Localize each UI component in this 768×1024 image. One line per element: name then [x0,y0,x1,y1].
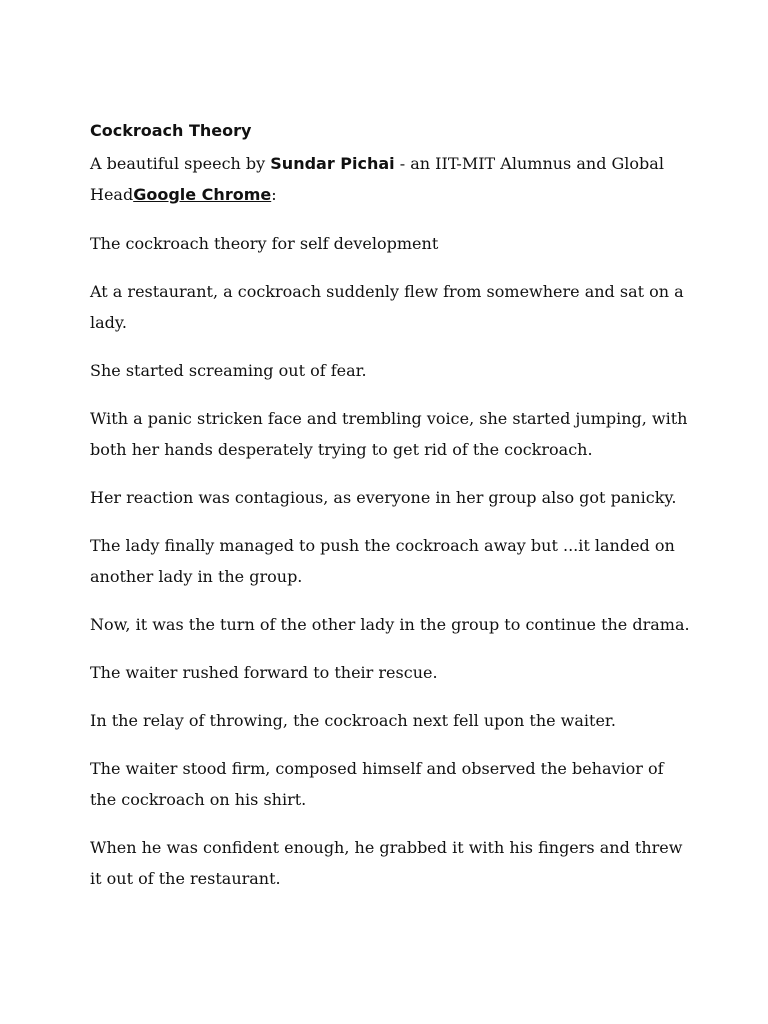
intro-middle: - an IIT-MIT Alumnus and Global Head [90,154,664,204]
speaker-name: Sundar Pichai [270,154,395,173]
intro-suffix: : [271,185,277,204]
paragraph-4: With a panic stricken face and trembling voice, she started jumping, with both her hands desperately trying to get rid of the cockroach. [90,409,688,459]
intro-prefix: A beautiful speech by [90,154,271,173]
paragraph-6: The lady finally managed to push the cockroach away but ...it landed on another lady in the group. [90,536,675,586]
paragraph-8: The waiter rushed forward to their rescue. [90,663,438,682]
document-title: Cockroach Theory [90,121,252,140]
paragraph-1: The cockroach theory for self development [90,234,439,253]
paragraph-5: Her reaction was contagious, as everyone in her group also got panicky. [90,488,677,507]
intro-paragraph [90,148,690,210]
paragraph-2: At a restaurant, a cockroach suddenly flew from somewhere and sat on a lady. [90,282,684,332]
document-body [90,118,690,894]
paragraph-3: She started screaming out of fear. [90,361,367,380]
story-paragraphs [90,228,690,894]
paragraph-11: When he was confident enough, he grabbed it with his fingers and threw it out of the restaurant. [90,838,683,888]
google-chrome-link[interactable]: Google Chrome [133,185,272,204]
paragraph-10: The waiter stood firm, composed himself and observed the behavior of the cockroach on his shirt. [90,759,664,809]
paragraph-7: Now, it was the turn of the other lady in the group to continue the drama. [90,615,690,634]
paragraph-9: In the relay of throwing, the cockroach next fell upon the waiter. [90,711,616,730]
